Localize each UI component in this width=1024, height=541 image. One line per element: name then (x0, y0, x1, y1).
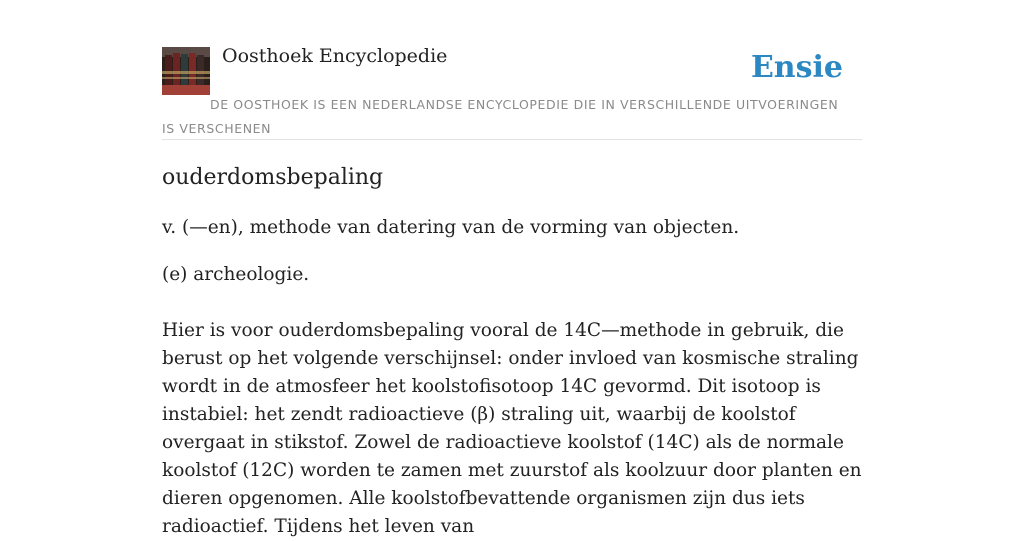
entry-content (162, 162, 862, 541)
entry-term: ouderdomsbepaling (162, 165, 384, 190)
site-title[interactable]: Oosthoek Encyclopedie (222, 45, 448, 67)
site-tagline: DE OOSTHOEK IS EEN NEDERLANDSE ENCYCLOPEDIE DIE IN VERSCHILLENDE UITVOERINGEN IS VERSCHENEN (162, 97, 839, 136)
ensie-logo-link[interactable]: Ensie (750, 50, 843, 85)
encyclopedia-books-icon[interactable] (162, 47, 210, 95)
entry-field: (e) archeologie. (162, 264, 310, 285)
site-header (162, 44, 862, 140)
entry-body: Hier is voor ouderdomsbepaling vooral de 14C—methode in gebruik, die berust op het volgende verschijnsel: onder invloed van kosmische straling wordt in de atmosfeer het koolstofisotoop 14C gevormd. Dit isotoop is instabiel: het zendt radioactieve (β) straling uit, waarbij de koolstof overgaat in stikstof. Zowel de radioactieve koolstof (14C) als de normale koolstof (12C) worden te zamen met zuurstof als koolzuur door planten en dieren opgenomen. Alle koolstofbevattende organismen zijn dus iets radioactief. Tijdens het leven van (162, 320, 862, 537)
entry-definition: v. (—en), methode van datering van de vorming van objecten. (162, 217, 740, 238)
